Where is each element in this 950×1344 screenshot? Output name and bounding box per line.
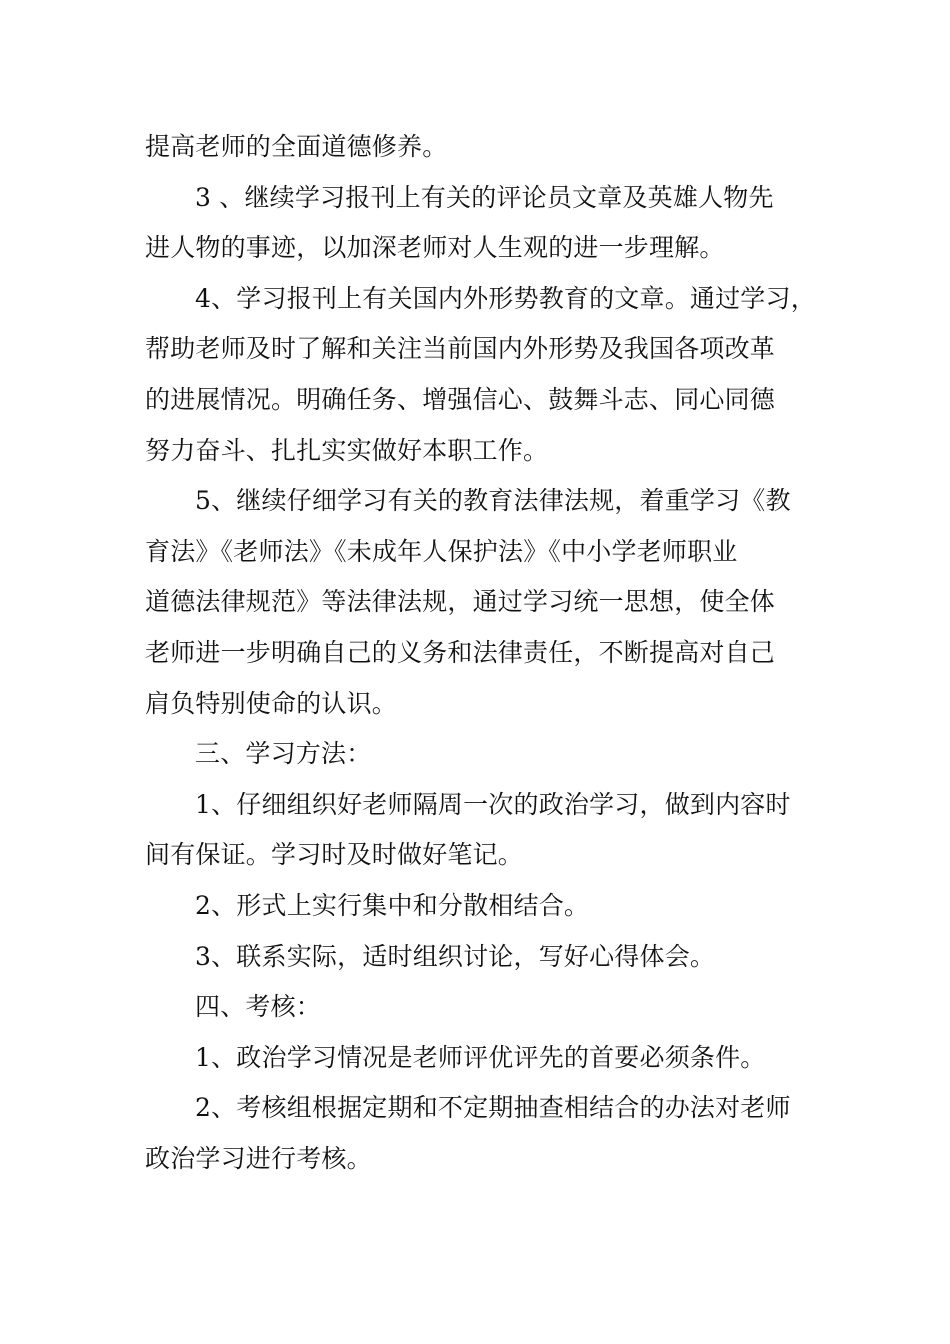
text-line-4: 4、学习报刊上有关国内外形势教育的文章。通过学习， — [195, 283, 816, 313]
text-line-21: 政治学习进行考核。 — [145, 1143, 372, 1173]
text-line-16: 2、形式上实行集中和分散相结合。 — [195, 890, 590, 920]
text-line-15: 间有保证。学习时及时做好笔记。 — [145, 840, 524, 870]
document-body — [145, 122, 835, 1184]
text-line-11: 老师进一步明确自己的义务和法律责任，不断提高对自己 — [145, 637, 776, 667]
text-line-10: 道德法律规范》等法律法规，通过学习统一思想，使全体 — [145, 587, 776, 617]
text-line-1: 提高老师的全面道德修养。 — [145, 132, 448, 161]
text-line-5: 帮助老师及时了解和关注当前国内外形势及我国各项改革 — [145, 334, 776, 364]
text-line-2: 3 、继续学习报刊上有关的评论员文章及英雄人物先 — [195, 182, 774, 212]
text-line-9: 育法》《老师法》《未成年人保护法》《中小学老师职业 — [145, 536, 738, 566]
section-heading-methods: 三、学习方法： — [195, 739, 372, 769]
text-line-17: 3、联系实际，适时组织讨论，写好心得体会。 — [195, 941, 716, 971]
text-line-14: 1、仔细组织好老师隔周一次的政治学习，做到内容时 — [195, 789, 791, 819]
text-line-7: 努力奋斗、扎扎实实做好本职工作。 — [145, 435, 549, 465]
text-line-19: 1、政治学习情况是老师评优评先的首要必须条件。 — [195, 1042, 766, 1072]
text-line-12: 肩负特别使命的认识。 — [145, 688, 398, 718]
section-heading-assessment: 四、考核： — [195, 992, 322, 1022]
text-line-3: 进人物的事迹，以加深老师对人生观的进一步理解。 — [145, 233, 725, 263]
text-line-6: 的进展情况。明确任务、增强信心、鼓舞斗志、同心同德 — [145, 384, 776, 414]
text-line-8: 5、继续仔细学习有关的教育法律法规，着重学习《教 — [195, 486, 791, 516]
text-line-20: 2、考核组根据定期和不定期抽查相结合的办法对老师 — [195, 1093, 791, 1123]
